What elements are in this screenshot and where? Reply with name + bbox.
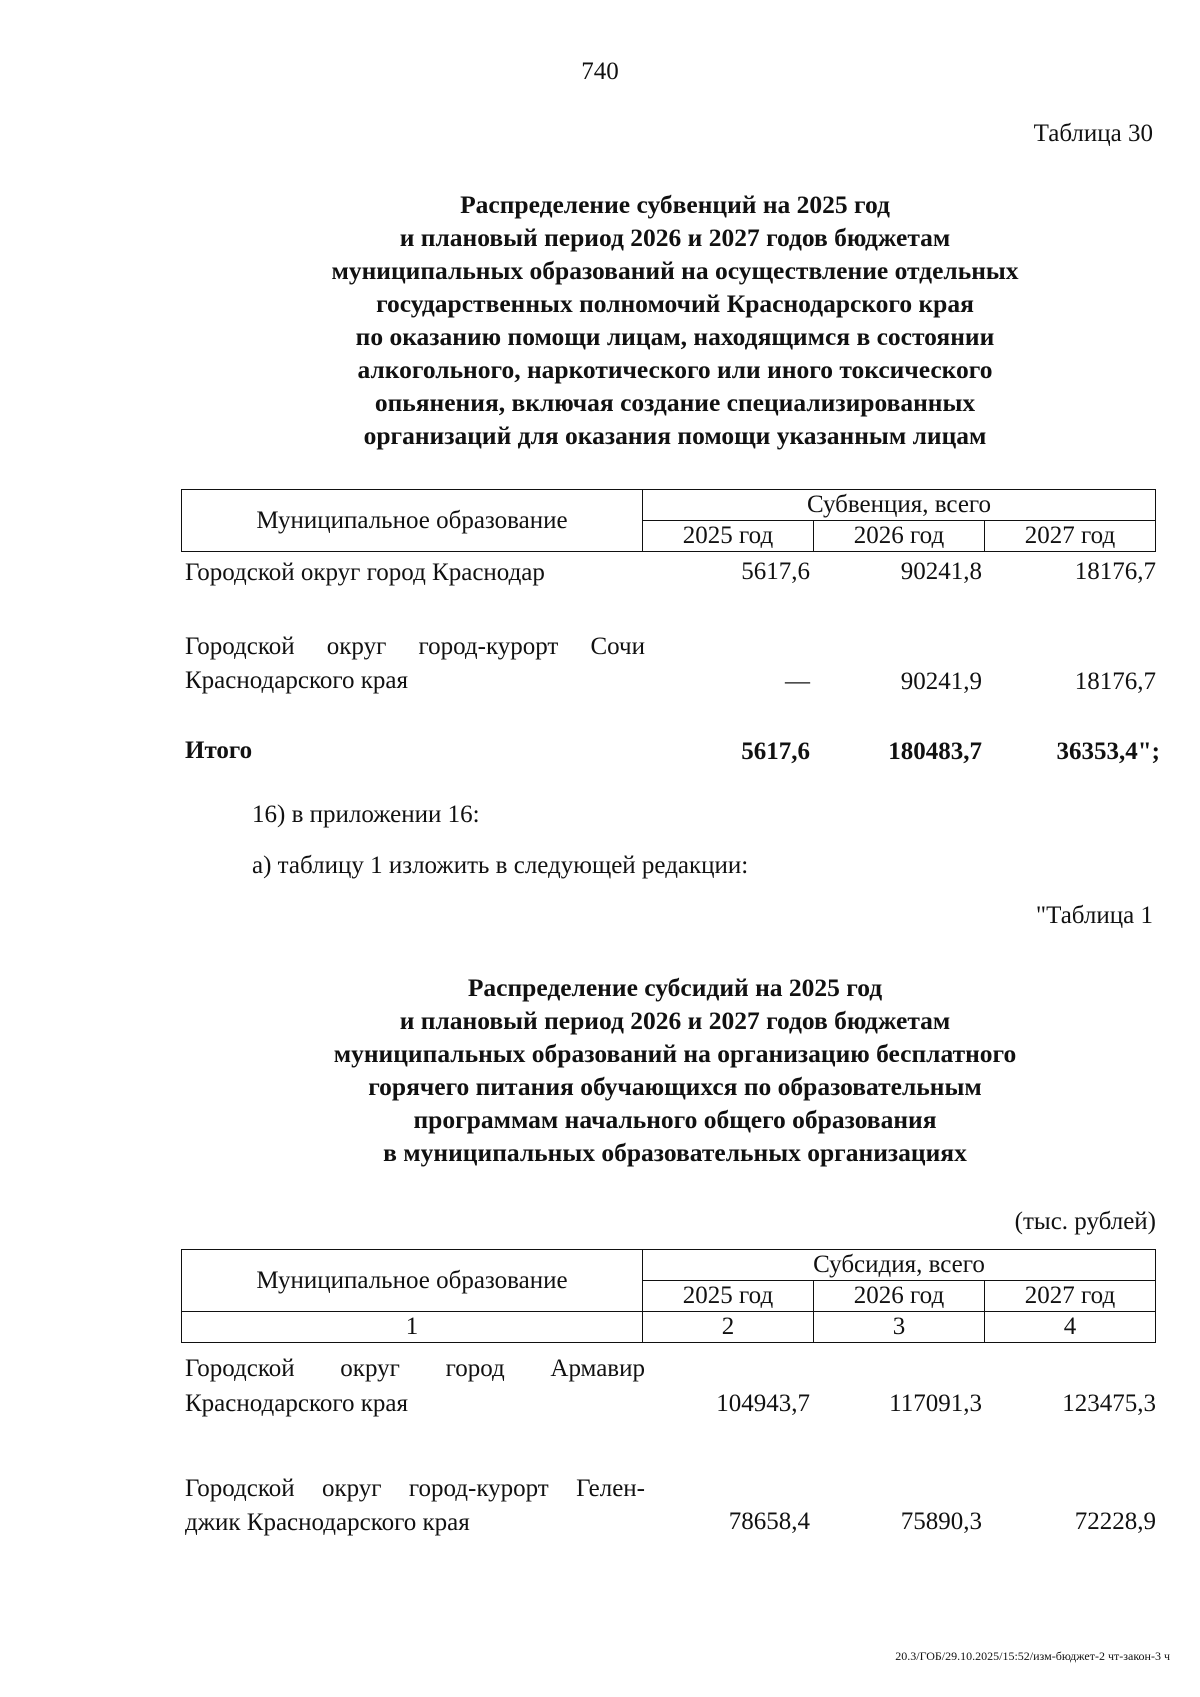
row-name-line2: Краснодарского края	[185, 1390, 408, 1417]
row-name-line1: Городской округ город-курорт Гелен-	[185, 1475, 645, 1502]
column-number: 2	[643, 1312, 814, 1343]
value-2027: 72228,9	[1074, 1508, 1156, 1535]
value-2025: 104943,7	[716, 1390, 810, 1417]
header-2025: 2025 год	[643, 1281, 814, 1312]
title-line: Распределение субсидий на 2025 год	[467, 973, 883, 1002]
header-municipality: Муниципальное образование	[182, 1250, 643, 1312]
page-number: 740	[581, 58, 619, 85]
header-group: Субсидия, всего	[643, 1250, 1156, 1281]
title-line: программам начального общего образования	[413, 1105, 937, 1134]
footer-stamp: 20.3/ГОБ/29.10.2025/15:52/изм-бюджет-2 чт-закон-3 ч	[895, 1649, 1170, 1663]
paragraph-16: 16) в приложении 16:	[252, 801, 480, 828]
table-30-label: Таблица 30	[1033, 120, 1153, 147]
value-2025: 5617,6	[741, 558, 810, 585]
header-2027: 2027 год	[985, 521, 1156, 552]
header-2026: 2026 год	[814, 521, 985, 552]
table-1-header	[181, 1249, 1156, 1343]
row-name-line2: джик Краснодарского края	[185, 1509, 470, 1536]
title-line: горячего питания обучающихся по образовательным	[368, 1072, 982, 1101]
title-line: организаций для оказания помощи указанным лицам	[363, 421, 987, 450]
header-2025: 2025 год	[643, 521, 814, 552]
row-name-line1: Городской округ город-курорт Сочи	[185, 633, 645, 660]
row-name: Городской округ город Краснодар	[185, 559, 545, 586]
value-2026: 90241,9	[900, 668, 982, 695]
table-1-label: "Таблица 1	[1035, 902, 1153, 929]
table-30-title	[180, 188, 1170, 452]
value-2025: —	[785, 668, 810, 695]
title-line: алкогольного, наркотического или иного токсического	[357, 355, 993, 384]
header-municipality: Муниципальное образование	[182, 490, 643, 552]
table-1-title	[180, 971, 1170, 1169]
total-2025: 5617,6	[741, 738, 810, 765]
column-number: 3	[814, 1312, 985, 1343]
title-line: и плановый период 2026 и 2027 годов бюджетам	[399, 1006, 951, 1035]
title-line: муниципальных образований на осуществление отдельных	[331, 256, 1019, 285]
value-2027: 18176,7	[1074, 668, 1156, 695]
row-name-line1: Городской округ город Армавир	[185, 1355, 645, 1382]
total-label: Итого	[185, 737, 253, 764]
row-name-line2: Краснодарского края	[185, 667, 408, 694]
title-line: опьянения, включая создание специализированных	[374, 388, 976, 417]
title-line: в муниципальных образовательных организациях	[383, 1138, 967, 1167]
value-2027: 18176,7	[1074, 558, 1156, 585]
title-line: муниципальных образований на организацию бесплатного	[333, 1039, 1017, 1068]
title-line: Распределение субвенций на 2025 год	[460, 190, 890, 219]
title-line: по оказанию помощи лицам, находящимся в состоянии	[355, 322, 995, 351]
paragraph-a: а) таблицу 1 изложить в следующей редакции:	[252, 852, 749, 879]
value-2026: 117091,3	[889, 1390, 982, 1417]
header-2026: 2026 год	[814, 1281, 985, 1312]
total-2026: 180483,7	[888, 738, 982, 765]
column-number: 4	[985, 1312, 1156, 1343]
title-line: государственных полномочий Краснодарского края	[376, 289, 974, 318]
value-2025: 78658,4	[728, 1508, 810, 1535]
value-2026: 75890,3	[900, 1508, 982, 1535]
units-label: (тыс. рублей)	[1014, 1208, 1156, 1235]
column-number: 1	[182, 1312, 643, 1343]
title-line: и плановый период 2026 и 2027 годов бюджетам	[399, 223, 951, 252]
header-group: Субвенция, всего	[643, 490, 1156, 521]
header-2027: 2027 год	[985, 1281, 1156, 1312]
value-2027: 123475,3	[1062, 1390, 1156, 1417]
total-2027: 36353,4";	[1056, 738, 1160, 765]
table-30-header	[181, 489, 1156, 552]
value-2026: 90241,8	[900, 558, 982, 585]
